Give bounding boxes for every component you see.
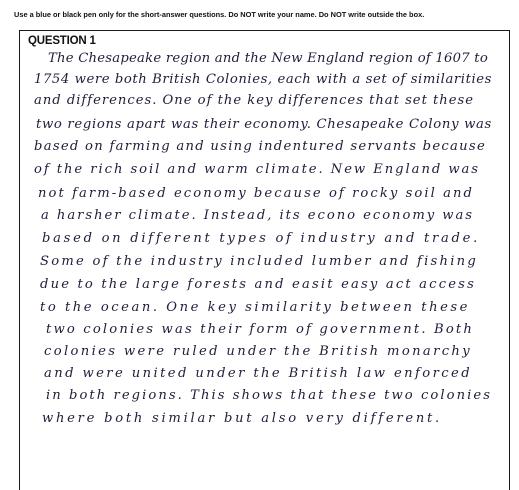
- answer-line: Some of the industry included lumber and fishing: [40, 254, 478, 269]
- answer-line: colonies were ruled under the British monarchy: [44, 344, 473, 359]
- answer-line: and differences. One of the key differences that set these: [34, 93, 474, 108]
- answer-line: two colonies was their form of government. Both: [46, 322, 475, 337]
- answer-line: where both similar but also very different.: [42, 411, 442, 426]
- answer-line: of the rich soil and warm climate. New England was: [34, 162, 481, 177]
- answer-line: not farm-based economy because of rocky soil and: [38, 186, 475, 201]
- answer-line: in both regions. This shows that these two colonies: [46, 388, 493, 403]
- answer-line: two regions apart was their economy. Chesapeake Colony was: [36, 117, 493, 132]
- answer-line: based on different types of industry and trade.: [42, 231, 481, 246]
- question-label: QUESTION 1: [28, 35, 96, 47]
- answer-line: The Chesapeake region and the New England region of 1607 to: [48, 51, 489, 66]
- answer-line: a harsher climate. Instead, its econo economy was: [41, 208, 475, 223]
- answer-line: due to the large forests and easit easy act access: [40, 277, 476, 292]
- answer-line: and were united under the British law enforced: [44, 366, 473, 381]
- instruction-text: Use a blue or black pen only for the short-answer questions. Do NOT write your name. Do NOT write outside the box.: [14, 10, 425, 19]
- answer-box: [19, 30, 510, 490]
- answer-line: 1754 were both British Colonies, each with a set of similarities: [34, 72, 492, 87]
- answer-line: based on farming and using indentured servants because: [34, 139, 487, 154]
- answer-line: to the ocean. One key similarity between these: [40, 300, 471, 315]
